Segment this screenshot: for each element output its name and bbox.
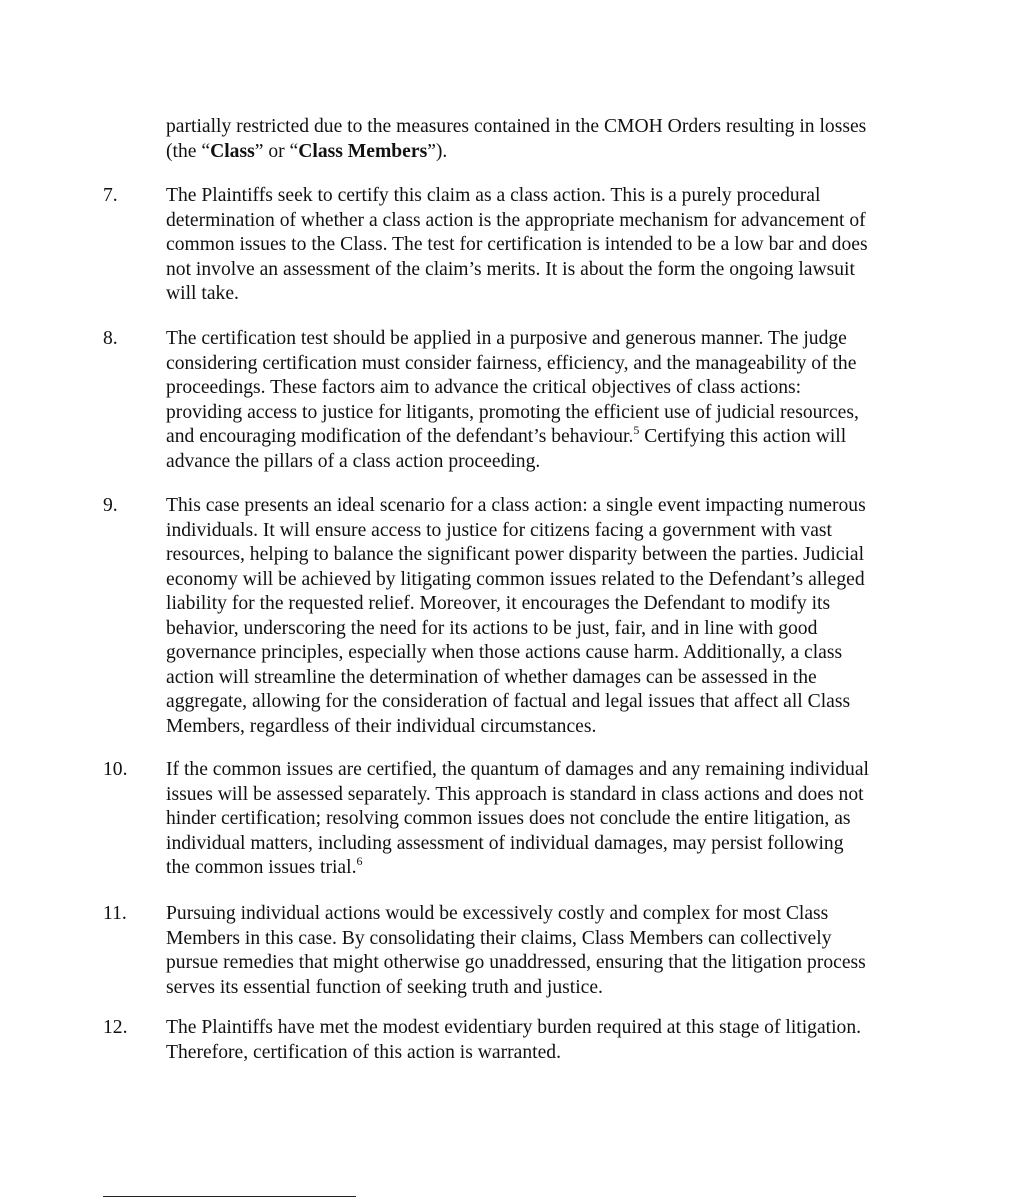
paragraph-number: 10.: [103, 759, 128, 780]
paragraph-number: 7.: [103, 185, 118, 206]
continuation-paragraph: [166, 115, 936, 164]
continuation-mid: ” or “: [254, 140, 299, 162]
footnote-separator: [103, 1196, 356, 1197]
paragraph-9: [103, 494, 933, 739]
paragraph-number: 9.: [103, 495, 118, 516]
paragraph-12: [103, 1016, 933, 1065]
paragraph-number: 11.: [103, 903, 127, 924]
paragraph-text: The Plaintiffs have met the modest evidentiary burden required at this stage of litigation. Therefore, certification of this action is warranted.: [166, 1017, 862, 1063]
paragraph-number: 8.: [103, 328, 118, 349]
paragraph-text: Pursuing individual actions would be excessively costly and complex for most Class Members in this case. By consolidating their claims, Class Members can collectively pursue remedies that might otherwise go unaddressed, ensuring that the litigation process serves its essential function of seeking truth and justice.: [166, 903, 866, 998]
paragraph-text: [166, 327, 933, 474]
paragraph-text-part: Certifying this action will advance the pillars of a class action proceeding.: [166, 426, 847, 472]
defined-term-class-members: Class Members: [298, 140, 428, 162]
defined-term-class: Class: [210, 140, 255, 162]
footnote-ref-6[interactable]: 6: [356, 854, 363, 868]
footnote-ref-5[interactable]: 5: [633, 423, 640, 437]
paragraph-7: [103, 184, 933, 307]
continuation-line: partially restricted due to the measures contained in the CMOH Orders resulting in losses: [166, 116, 867, 137]
paragraph-text-part: The certification test should be applied in a purposive and generous manner. The judge considering certification must consider fairness, efficiency, and the manageability of the proceedings. These factors aim to advance the critical objectives of class actions: providing access to justice for litigants, promoting the efficient use of judicial resources, and encouraging modification of the defendant’s behaviour.: [166, 328, 859, 447]
paragraph-text: The Plaintiffs seek to certify this claim as a class action. This is a purely procedural determination of whether a class action is the appropriate mechanism for advancement of common issues to the Class. The test for certification is intended to be a low bar and does not involve an assessment of the claim’s merits. It is about the form the ongoing lawsuit will take.: [166, 185, 868, 304]
paragraph-text-part: If the common issues are certified, the quantum of damages and any remaining individual issues will be assessed separately. This approach is standard in class actions and does not hinder certification; resolving common issues does not conclude the entire litigation, as individual matters, including assessment of individual damages, may persist following the common issues trial.: [166, 759, 869, 878]
paragraph-11: [103, 902, 933, 1000]
continuation-open: (the “: [166, 140, 211, 162]
paragraph-number: 12.: [103, 1017, 128, 1038]
paragraph-text: [166, 758, 933, 881]
paragraph-8: [103, 327, 933, 474]
paragraph-10: [103, 758, 933, 881]
continuation-close: ”).: [427, 140, 448, 162]
paragraph-text: This case presents an ideal scenario for a class action: a single event impacting numerous individuals. It will ensure access to justice for citizens facing a government with vast resources, helping to balance the significant power disparity between the parties. Judicial economy will be achieved by litigating common issues related to the Defendant’s alleged liability for the requested relief. Moreover, it encourages the Defendant to modify its behavior, underscoring the need for its actions to be just, fair, and in line with good governance principles, especially when those actions cause harm. Additionally, a class action will streamline the determination of whether damages can be assessed in the aggregate, allowing for the consideration of factual and legal issues that affect all Class Members, regardless of their individual circumstances.: [166, 495, 866, 737]
